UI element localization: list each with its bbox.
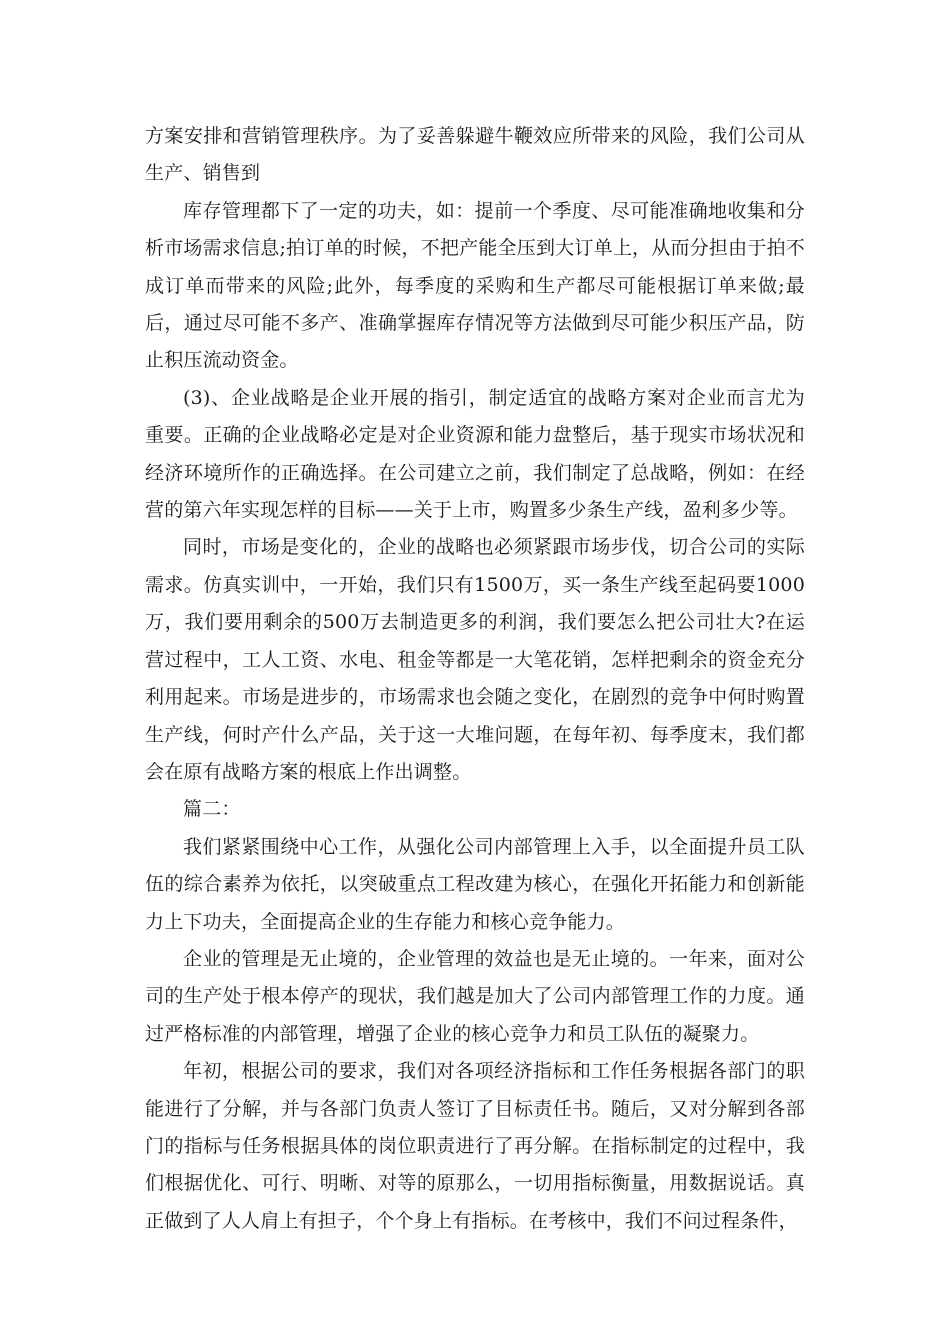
paragraph-market-change: 同时，市场是变化的，企业的战略也必须紧跟市场步伐，切合公司的实际需求。仿真实训中，一开始，我们只有1500万，买一条生产线至起码要1000万，我们要用剩余的500万去制造更多的利润，我们要怎么把公司壮大?在运营过程中，工人工资、水电、租金等都是一大笔花销，怎样把剩余的资金充分利用起来。市场是进步的，市场需求也会随之变化，在剧烈的竞争中何时购置生产线，何时产什么产品，关于这一大堆问题，在每年初、每季度末，我们都会在原有战略方案的根底上作出调整。 — [145, 536, 805, 783]
paragraph-central-work: 我们紧紧围绕中心工作，从强化公司内部管理上入手，以全面提升员工队伍的综合素养为依托，以突破重点工程改建为核心，在强化开拓能力和创新能力上下功夫，全面提高企业的生存能力和核心竞争能力。 — [145, 835, 805, 933]
paragraph-management-efficiency: 企业的管理是无止境的，企业管理的效益也是无止境的。一年来，面对公司的生产处于根本停产的现状，我们越是加大了公司内部管理工作的力度。通过严格标准的内部管理，增强了企业的核心竞争力和员工队伍的凝聚力。 — [145, 947, 805, 1045]
paragraph-inventory-management: 库存管理都下了一定的功夫，如：提前一个季度、尽可能准确地收集和分析市场需求信息;拍订单的时候，不把产能全压到大订单上，从而分担由于拍不成订单而带来的风险;此外，每季度的采购和生产都尽可能根据订单来做;最后，通过尽可能不多产、准确掌握库存情况等方法做到尽可能少积压产品，防止积压流动资金。 — [145, 199, 805, 372]
paragraph-enterprise-strategy: (3)、企业战略是企业开展的指引，制定适宜的战略方案对企业而言尤为重要。正确的企业战略必定是对企业资源和能力盘整后，基于现实市场状况和经济环境所作的正确选择。在公司建立之前，我们制定了总战略，例如：在经营的第六年实现怎样的目标——关于上市，购置多少条生产线，盈利多少等。 — [145, 386, 805, 522]
paragraph-continuation: 方案安排和营销管理秩序。为了妥善躲避牛鞭效应所带来的风险，我们公司从生产、销售到 — [145, 125, 805, 185]
document-page — [145, 118, 805, 1240]
section-heading-part-two: 篇二： — [183, 798, 241, 821]
paragraph-annual-targets: 年初，根据公司的要求，我们对各项经济指标和工作任务根据各部门的职能进行了分解，并与各部门负责人签订了目标责任书。随后，又对分解到各部门的指标与任务根据具体的岗位职责进行了再分解。在指标制定的过程中，我们根据优化、可行、明晰、对等的原那么，一切用指标衡量，用数据说话。真正做到了人人肩上有担子，个个身上有指标。在考核中，我们不问过程条件， — [145, 1060, 805, 1232]
